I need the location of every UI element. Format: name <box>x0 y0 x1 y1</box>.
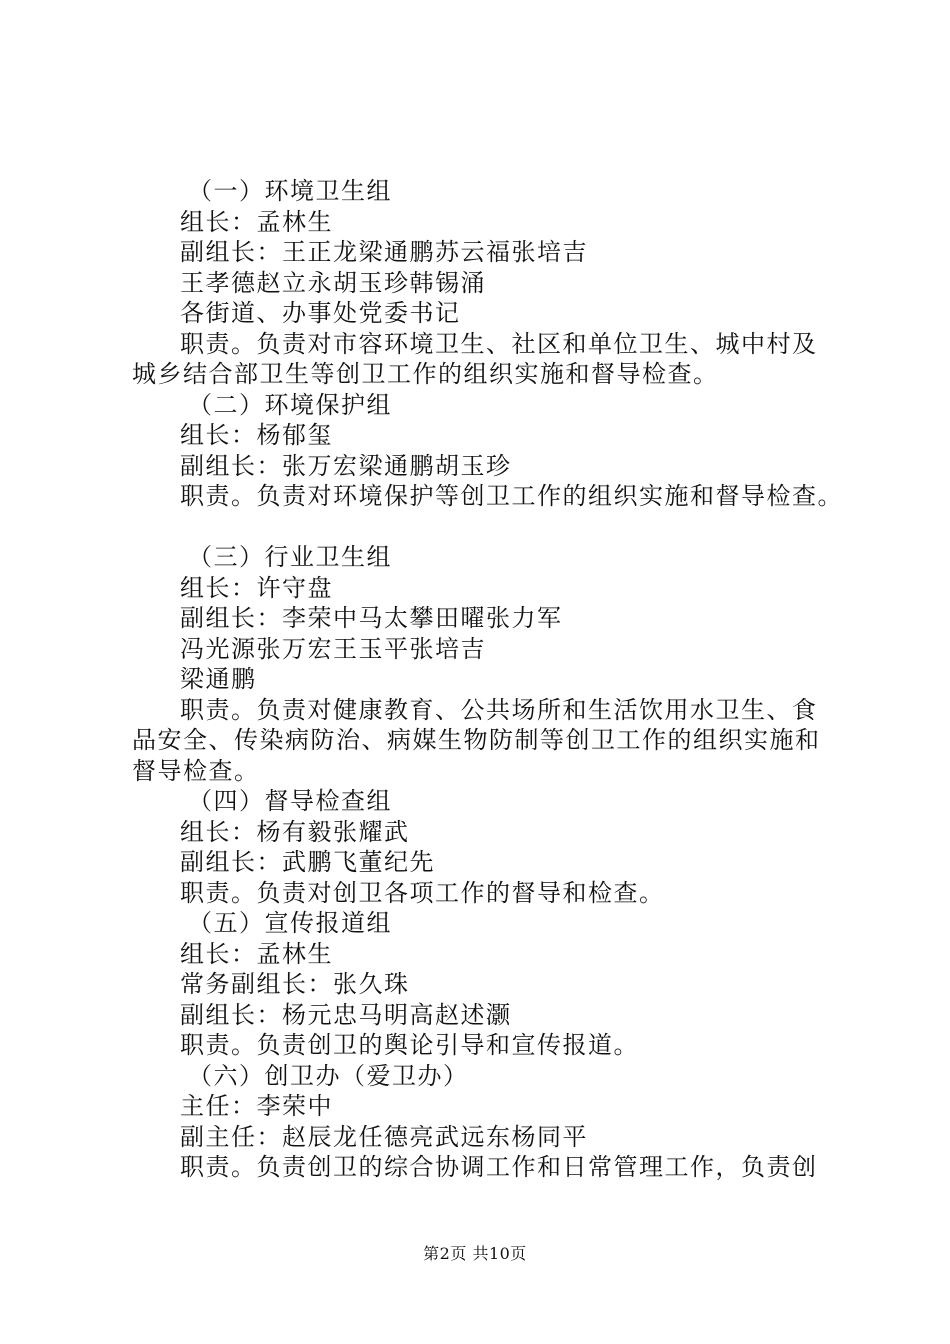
text-line: 副主任：赵辰龙任德亮武远东杨同平 <box>180 1122 588 1151</box>
text-line: 职责。负责对健康教育、公共场所和生活饮用水卫生、食 <box>180 695 818 724</box>
text-line: 组长：杨郁玺 <box>180 421 333 449</box>
section-heading-4: （四）督导检查组 <box>188 787 392 815</box>
text-line: 组长：孟林生 <box>180 939 333 968</box>
text-line: 副组长：王正龙梁通鹏苏云福张培吉 <box>180 238 588 266</box>
text-line: 冯光源张万宏王玉平张培吉 <box>180 634 486 663</box>
text-line: 城乡结合部卫生等创卫工作的组织实施和督导检查。 <box>132 360 719 388</box>
text-line: 组长：杨有毅张耀武 <box>180 817 410 846</box>
section-heading-6: （六）创卫办（爱卫办） <box>188 1061 469 1090</box>
text-line: 各街道、办事处党委书记 <box>180 299 461 327</box>
section-heading-1: （一）环境卫生组 <box>188 177 392 205</box>
section-heading-3: （三）行业卫生组 <box>188 543 392 571</box>
text-line: 职责。负责创卫的舆论引导和宣传报道。 <box>180 1031 639 1059</box>
text-line: 主任：李荣中 <box>180 1092 333 1120</box>
text-line: 副组长：张万宏梁通鹏胡玉珍 <box>180 451 512 480</box>
text-line: 副组长：武鹏飞董纪先 <box>180 848 435 876</box>
text-line: 梁通鹏 <box>180 665 257 693</box>
text-line: 职责。负责创卫的综合协调工作和日常管理工作，负责创 <box>180 1153 818 1181</box>
text-line: 职责。负责对市容环境卫生、社区和单位卫生、城中村及 <box>180 329 818 358</box>
text-line: 品安全、传染病防治、病媒生物防制等创卫工作的组织实施和 <box>132 726 821 754</box>
text-line: 王孝德赵立永胡玉珍韩锡涌 <box>180 268 486 297</box>
section-heading-2: （二）环境保护组 <box>188 390 392 419</box>
text-line: 组长：孟林生 <box>180 207 333 236</box>
text-line: 副组长：杨元忠马明高赵述灏 <box>180 1000 512 1029</box>
page-number-footer: 第2页 共10页 <box>423 1244 527 1263</box>
blank-line <box>132 512 832 543</box>
text-line: 副组长：李荣中马太攀田曜张力军 <box>180 604 563 632</box>
text-line: 常务副组长：张久珠 <box>180 970 410 998</box>
text-line: 督导检查。 <box>132 756 260 785</box>
text-line: 职责。负责对创卫各项工作的督导和检查。 <box>180 878 665 907</box>
document-body <box>132 176 843 1183</box>
section-heading-5: （五）宣传报道组 <box>188 909 392 937</box>
text-line: 组长：许守盘 <box>180 573 333 602</box>
text-line: 职责。负责对环境保护等创卫工作的组织实施和督导检查。 <box>180 482 843 510</box>
